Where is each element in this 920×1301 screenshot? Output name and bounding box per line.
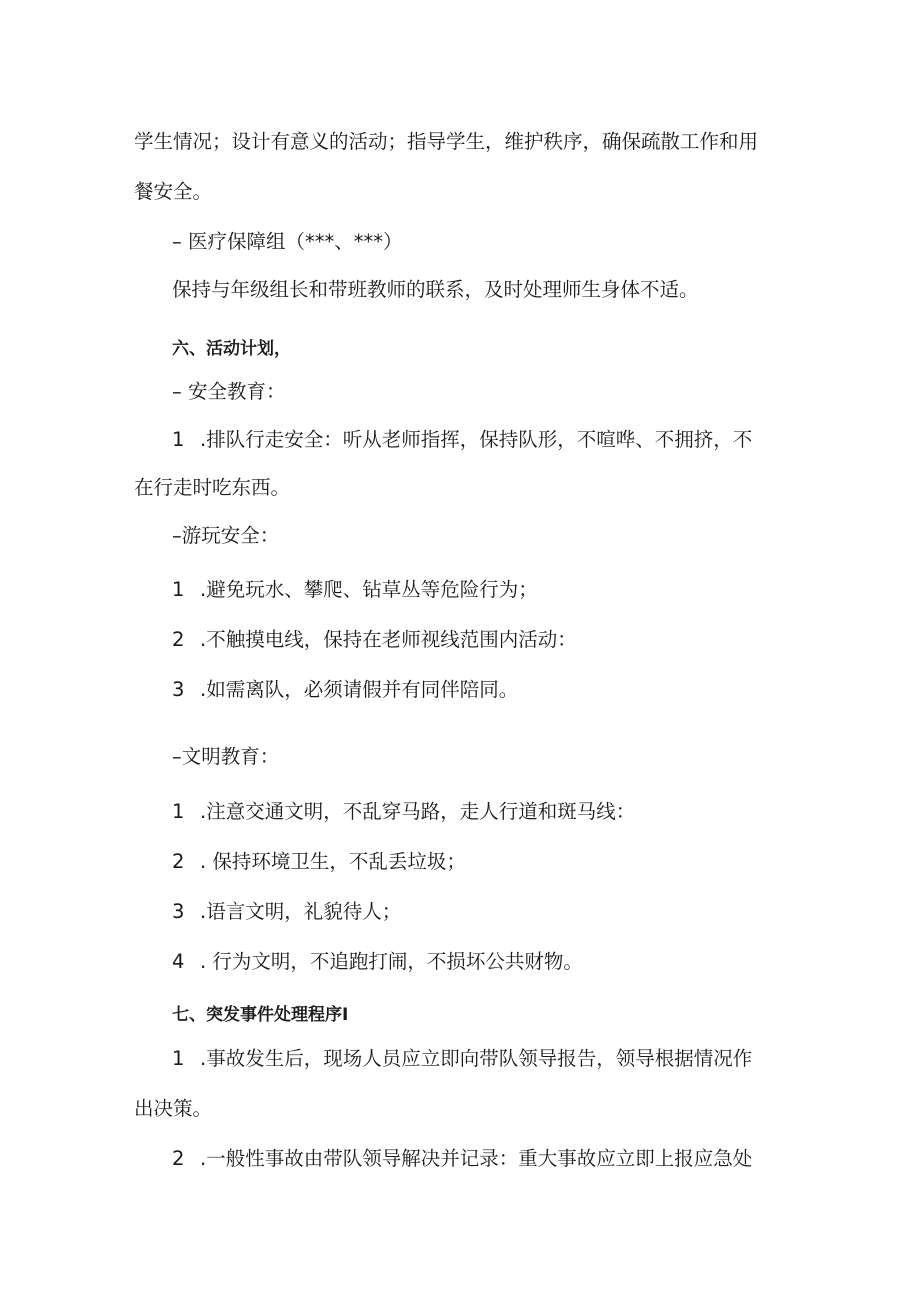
list-item [172, 900, 401, 924]
list-item-text: .语言文明，礼貌待人； [200, 900, 402, 923]
list-item [172, 1047, 752, 1071]
list-item-number: 2 [172, 628, 185, 651]
list-item-text: .如需离队，必须请假并有同伴陪同。 [200, 678, 519, 701]
list-item-number: 1 [172, 1047, 185, 1070]
section-6-heading: 六、活动计划， [172, 339, 291, 359]
list-item [172, 678, 518, 702]
safety-education-heading: – 安全教育： [172, 380, 286, 403]
section-7-heading: 七、突发事件处理程序I [172, 1005, 349, 1025]
list-item [172, 1147, 752, 1171]
list-item-number: 3 [172, 900, 185, 923]
list-item [172, 850, 466, 874]
list-item-text: . 保持环境卫生，不乱丢垃圾； [200, 850, 466, 873]
list-item [172, 628, 577, 652]
paragraph-line: 在行走时吃东西。 [134, 476, 291, 499]
list-item-text: .一般性事故由带队领导解决并记录：重大事故应立即上报应急处 [200, 1147, 753, 1170]
medical-group-heading: – 医疗保障组（***、***） [172, 230, 403, 253]
list-item [172, 428, 752, 452]
list-item-number: 1 [172, 800, 185, 823]
list-item [172, 950, 583, 974]
medical-group-description: 保持与年级组长和带班教师的联系，及时处理师生身体不适。 [172, 278, 699, 301]
list-item-number: 2 [172, 850, 185, 873]
list-item [172, 578, 538, 602]
list-item-text: .事故发生后，现场人员应立即向带队领导报告，领导根据情况作 [200, 1047, 753, 1070]
paragraph-line: 学生情况；设计有意义的活动；指导学生，维护秩序，确保疏散工作和用 [134, 130, 759, 153]
list-item-number: 3 [172, 678, 185, 701]
paragraph-line: 出决策。 [134, 1097, 213, 1120]
list-item-text: .避免玩水、攀爬、钻草丛等危险行为； [200, 578, 538, 601]
list-item-number: 2 [172, 1147, 185, 1170]
list-item-text: .排队行走安全：听从老师指挥，保持队形，不喧哗、不拥挤，不 [200, 428, 753, 451]
list-item-number: 4 [172, 950, 185, 973]
list-item-number: 1 [172, 428, 185, 451]
list-item [172, 800, 635, 824]
play-safety-heading: –游玩安全： [172, 524, 280, 547]
list-item-number: 1 [172, 578, 185, 601]
civil-education-heading: –文明教育： [172, 745, 280, 768]
list-item-text: .不触摸电线，保持在老师视线范围内活动： [200, 628, 577, 651]
paragraph-line: 餐安全。 [134, 180, 213, 203]
list-item-text: . 行为文明，不追跑打闹，不损坏公共财物。 [200, 950, 583, 973]
list-item-text: .注意交通文明，不乱穿马路，走人行道和斑马线： [200, 800, 636, 823]
